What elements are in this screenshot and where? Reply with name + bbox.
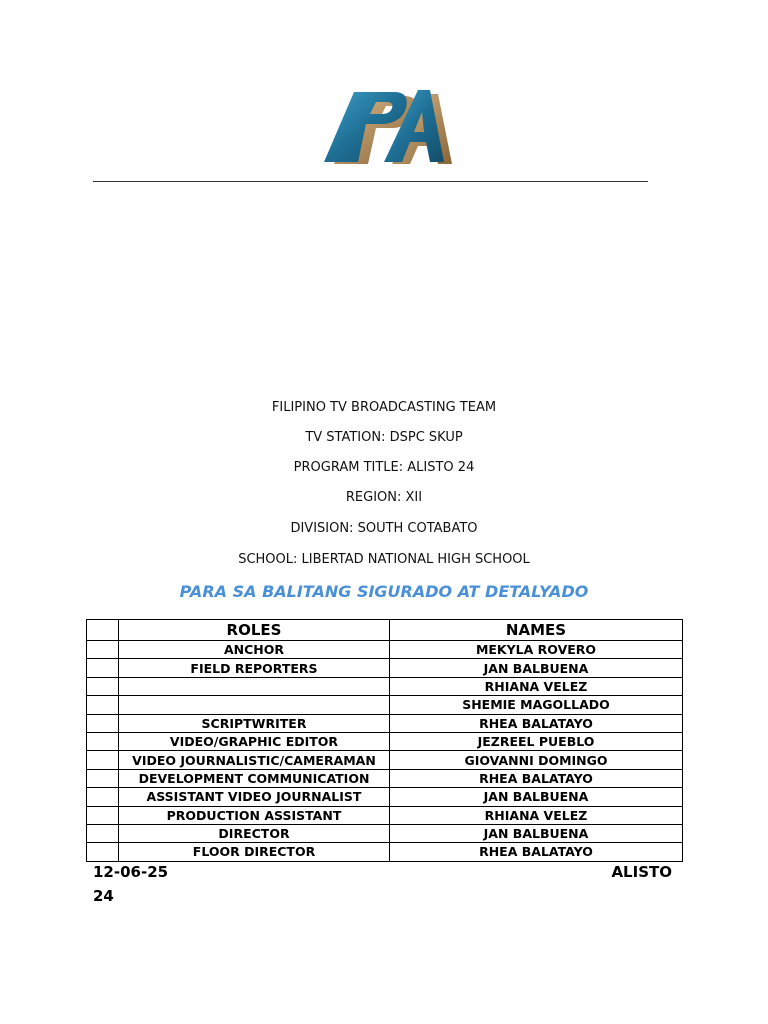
table-row bbox=[87, 677, 683, 695]
footer-program-line1: ALISTO bbox=[611, 863, 672, 881]
slogan: PARA SA BALITANG SIGURADO AT DETALYADO bbox=[179, 582, 589, 601]
name-cell: JEZREEL PUEBLO bbox=[390, 732, 683, 750]
table-row bbox=[87, 714, 683, 732]
name-cell: RHIANA VELEZ bbox=[390, 806, 683, 824]
name-cell: RHIANA VELEZ bbox=[390, 677, 683, 695]
role-cell: FLOOR DIRECTOR bbox=[119, 843, 390, 861]
row-index-cell bbox=[87, 751, 119, 769]
role-cell: ASSISTANT VIDEO JOURNALIST bbox=[119, 788, 390, 806]
table-header-index bbox=[87, 620, 119, 641]
role-cell: DIRECTOR bbox=[119, 824, 390, 842]
footer-program-line2: 24 bbox=[93, 887, 114, 905]
row-index-cell bbox=[87, 714, 119, 732]
pa-logo bbox=[318, 86, 452, 166]
row-index-cell bbox=[87, 659, 119, 677]
row-index-cell bbox=[87, 696, 119, 714]
row-index-cell bbox=[87, 843, 119, 861]
row-index-cell bbox=[87, 641, 119, 659]
table-header-roles: ROLES bbox=[119, 620, 390, 641]
name-cell: SHEMIE MAGOLLADO bbox=[390, 696, 683, 714]
name-cell: JAN BALBUENA bbox=[390, 788, 683, 806]
role-cell: PRODUCTION ASSISTANT bbox=[119, 806, 390, 824]
name-cell: GIOVANNI DOMINGO bbox=[390, 751, 683, 769]
name-cell: RHEA BALATAYO bbox=[390, 714, 683, 732]
tv-station: TV STATION: DSPC SKUP bbox=[305, 430, 463, 445]
table-header-names: NAMES bbox=[390, 620, 683, 641]
row-index-cell bbox=[87, 824, 119, 842]
row-index-cell bbox=[87, 788, 119, 806]
table-row bbox=[87, 732, 683, 750]
school: SCHOOL: LIBERTAD NATIONAL HIGH SCHOOL bbox=[238, 552, 530, 567]
role-cell bbox=[119, 696, 390, 714]
name-cell: JAN BALBUENA bbox=[390, 824, 683, 842]
role-cell: VIDEO JOURNALISTIC/CAMERAMAN bbox=[119, 751, 390, 769]
region: REGION: XII bbox=[345, 490, 423, 505]
table-row bbox=[87, 641, 683, 659]
table-row bbox=[87, 751, 683, 769]
table-row bbox=[87, 843, 683, 861]
table-header-row bbox=[87, 620, 683, 641]
name-cell: RHEA BALATAYO bbox=[390, 843, 683, 861]
role-cell: SCRIPTWRITER bbox=[119, 714, 390, 732]
role-cell: DEVELOPMENT COMMUNICATION bbox=[119, 769, 390, 787]
row-index-cell bbox=[87, 677, 119, 695]
name-cell: MEKYLA ROVERO bbox=[390, 641, 683, 659]
roles-table bbox=[86, 619, 683, 862]
footer-date: 12-06-25 bbox=[93, 863, 169, 881]
name-cell: JAN BALBUENA bbox=[390, 659, 683, 677]
team-name: FILIPINO TV BROADCASTING TEAM bbox=[271, 400, 497, 415]
table-row bbox=[87, 788, 683, 806]
role-cell: ANCHOR bbox=[119, 641, 390, 659]
table-row bbox=[87, 824, 683, 842]
row-index-cell bbox=[87, 732, 119, 750]
table-row bbox=[87, 806, 683, 824]
row-index-cell bbox=[87, 769, 119, 787]
role-cell bbox=[119, 677, 390, 695]
division: DIVISION: SOUTH COTABATO bbox=[290, 521, 478, 536]
program-title: PROGRAM TITLE: ALISTO 24 bbox=[293, 460, 475, 475]
table-row bbox=[87, 659, 683, 677]
row-index-cell bbox=[87, 806, 119, 824]
header-divider bbox=[93, 181, 648, 182]
name-cell: RHEA BALATAYO bbox=[390, 769, 683, 787]
role-cell: VIDEO/GRAPHIC EDITOR bbox=[119, 732, 390, 750]
table-row bbox=[87, 696, 683, 714]
role-cell: FIELD REPORTERS bbox=[119, 659, 390, 677]
table-row bbox=[87, 769, 683, 787]
